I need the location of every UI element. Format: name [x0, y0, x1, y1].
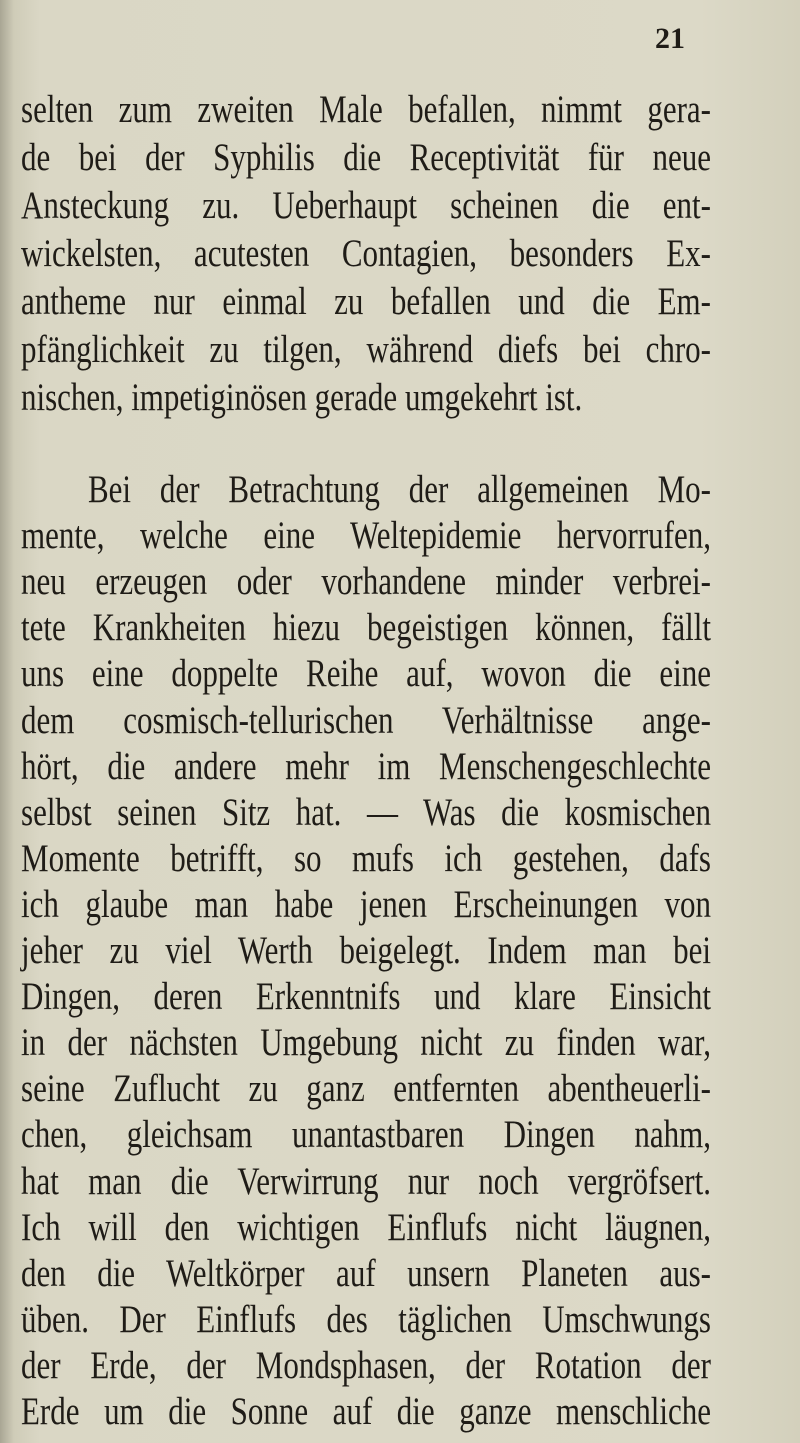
- text-line: in der nächsten Umgebung nicht zu finden war,: [21, 1019, 711, 1064]
- text-line: den die Weltkörper auf unsern Planeten aus-: [21, 1250, 711, 1295]
- text-line: de bei der Syphilis die Receptivität für neue: [21, 134, 711, 179]
- text-line: selbst seinen Sitz hat. — Was die kosmischen: [21, 789, 711, 834]
- text-line: nischen, impetiginösen gerade umgekehrt ist.: [21, 374, 583, 419]
- text-line: Ansteckung zu. Ueberhaupt scheinen die ent-: [21, 182, 711, 227]
- text-line: hört, die andere mehr im Menschengeschlechte: [21, 743, 711, 788]
- text-line: Momente betrifft, so mufs ich gestehen, dafs: [21, 835, 711, 880]
- page-number: 21: [655, 22, 685, 55]
- text-line: selten zum zweiten Male befallen, nimmt gera-: [21, 86, 711, 131]
- text-line: dem cosmisch-tellurischen Verhältnisse ange-: [21, 697, 711, 741]
- text-line: Dingen, deren Erkenntnifs und klare Einsicht: [21, 973, 711, 1018]
- text-line: jeher zu viel Werth beigelegt. Indem man bei: [21, 927, 711, 972]
- text-line: wickelsten, acutesten Contagien, besonders Ex-: [21, 230, 711, 275]
- text-line: hat man die Verwirrung nur noch vergröfsert.: [21, 1158, 711, 1202]
- text-line: neu erzeugen oder vorhandene minder verbrei-: [21, 558, 711, 603]
- text-line: mente, welche eine Weltepidemie hervorrufen,: [21, 512, 711, 557]
- text-line: Erde um die Sonne auf die ganze menschliche: [21, 1388, 711, 1433]
- text-line: der Erde, der Mondsphasen, der Rotation der: [21, 1342, 711, 1387]
- text-line: antheme nur einmal zu befallen und die Em-: [21, 278, 711, 323]
- text-line: chen, gleichsam unantastbaren Dingen nahm,: [21, 1112, 711, 1156]
- text-line: uns eine doppelte Reihe auf, wovon die eine: [21, 651, 711, 695]
- text-line: Bei der Betrachtung der allgemeinen Mo-: [88, 466, 711, 511]
- text-line: seine Zuflucht zu ganz entfernten abentheuerli-: [21, 1066, 711, 1110]
- text-line: tete Krankheiten hiezu begeistigen können, fällt: [21, 605, 711, 649]
- text-line: üben. Der Einflufs des täglichen Umschwungs: [21, 1296, 711, 1341]
- text-line: ich glaube man habe jenen Erscheinungen von: [21, 881, 711, 926]
- text-line: pfänglichkeit zu tilgen, während diefs bei chro-: [21, 326, 711, 371]
- text-line: Ich will den wichtigen Einflufs nicht läugnen,: [21, 1204, 711, 1249]
